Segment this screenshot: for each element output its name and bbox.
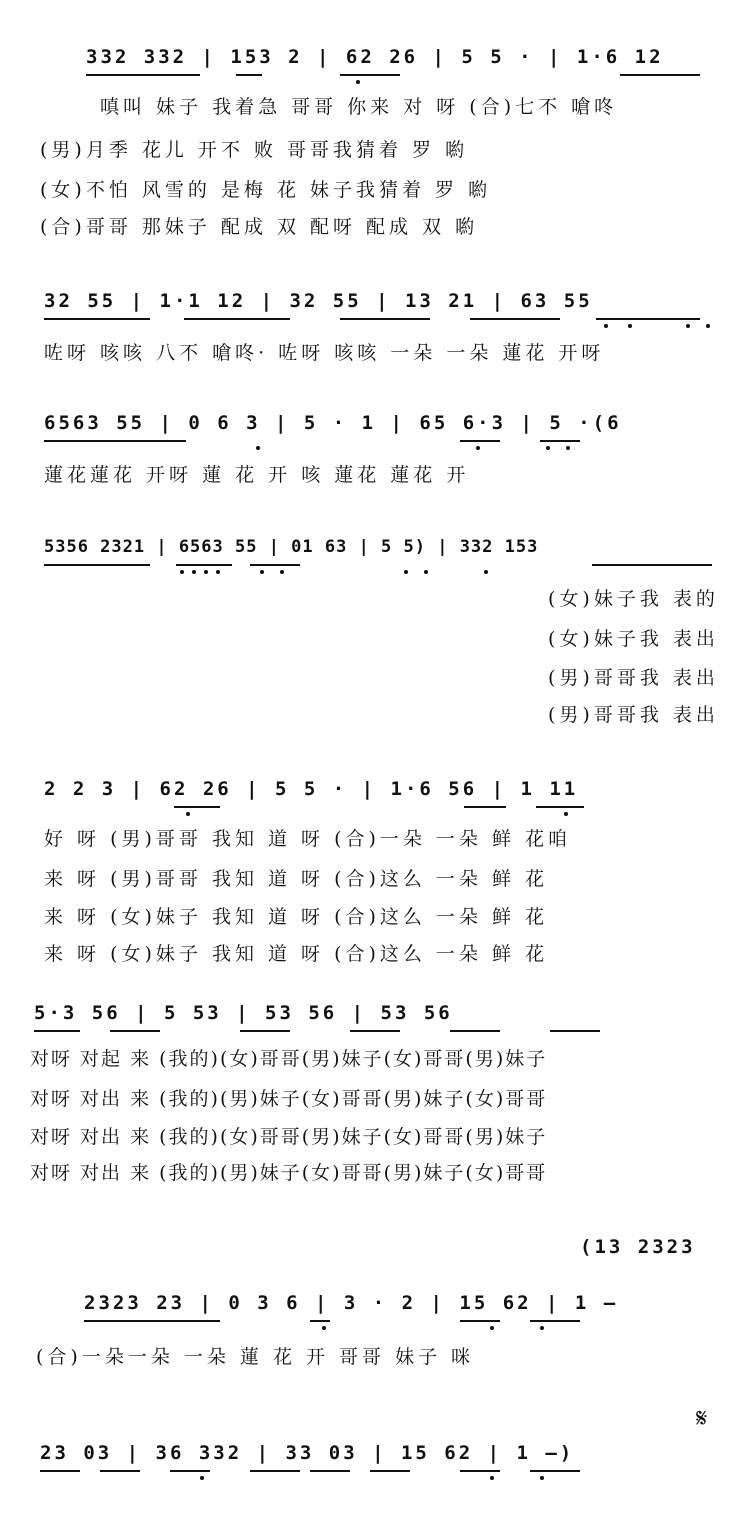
duration-underline: [250, 1470, 300, 1472]
duration-underline: [550, 1030, 600, 1032]
octave-dot: [186, 812, 190, 816]
lyric-row-6-verse-2: 对呀 对出 来 (我的)(男)妹子(女)哥哥(男)妹子(女)哥哥: [30, 1088, 548, 1110]
octave-dot: [204, 570, 208, 574]
octave-dot: [686, 324, 690, 328]
octave-dot: [540, 1476, 544, 1480]
octave-dot: [200, 1476, 204, 1480]
duration-underline: [184, 318, 290, 320]
lyric-row-4-verse-3: (男)哥哥我 表出: [548, 667, 719, 689]
duration-underline: [110, 1030, 160, 1032]
lyric-row-4-verse-2: (女)妹子我 表出: [548, 628, 719, 650]
lyric-row-6-verse-3: 对呀 对出 来 (我的)(女)哥哥(男)妹子(女)哥哥(男)妹子: [30, 1126, 548, 1148]
octave-dot: [280, 570, 284, 574]
octave-dot: [628, 324, 632, 328]
octave-dot: [564, 812, 568, 816]
octave-dot: [356, 80, 360, 84]
octave-dot: [424, 570, 428, 574]
notation-line-7: [0, 1288, 750, 1332]
lyric-row-1-verse-3: (女)不怕 风雪的 是梅 花 妹子我猜着 罗 喲: [40, 179, 492, 201]
notation-pre-line-7: [0, 1232, 750, 1266]
segno-sign: 𝄋: [696, 1404, 708, 1434]
lyric-row-6-verse-4: 对呀 对出 来 (我的)(男)妹子(女)哥哥(男)妹子(女)哥哥: [30, 1162, 548, 1184]
duration-underline: [340, 318, 430, 320]
octave-dot: [216, 570, 220, 574]
duration-underline: [620, 74, 700, 76]
octave-dot: [180, 570, 184, 574]
duration-underline: [34, 1030, 80, 1032]
lyric-row-5-verse-4: 来 呀 (女)妹子 我知 道 呀 (合)这么 一朵 鲜 花: [44, 943, 549, 965]
duration-underline: [340, 74, 400, 76]
notes-row-6: 5·3 56 | 5 53 | 53 56 | 53 56: [34, 1002, 453, 1024]
duration-underline: [530, 1320, 580, 1322]
octave-dot: [476, 446, 480, 450]
duration-underline: [84, 1320, 220, 1322]
duration-underline: [540, 440, 580, 442]
lyric-row-7: (合)一朵一朵 一朵 蓮 花 开 哥哥 妹子 咪: [36, 1346, 475, 1368]
lyric-row-5-verse-1: 好 呀 (男)哥哥 我知 道 呀 (合)一朵 一朵 鲜 花咱: [44, 828, 572, 850]
duration-underline: [170, 1470, 210, 1472]
duration-underline: [370, 1470, 410, 1472]
duration-underline: [310, 1470, 350, 1472]
duration-underline: [460, 1470, 500, 1472]
lyric-row-1-verse-4: (合)哥哥 那妹子 配成 双 配呀 配成 双 喲: [40, 216, 479, 238]
duration-underline: [592, 564, 712, 566]
octave-dot: [192, 570, 196, 574]
octave-dot: [260, 570, 264, 574]
octave-dot: [256, 446, 260, 450]
lyric-row-5-verse-3: 来 呀 (女)妹子 我知 道 呀 (合)这么 一朵 鲜 花: [44, 906, 549, 928]
octave-dot: [484, 570, 488, 574]
notation-line-4: [0, 532, 750, 576]
duration-underline: [174, 806, 220, 808]
duration-underline: [236, 74, 262, 76]
duration-underline: [460, 1320, 500, 1322]
notation-line-6: [0, 998, 750, 1042]
duration-underline: [44, 564, 150, 566]
lyric-row-6-verse-1: 对呀 对起 来 (我的)(女)哥哥(男)妹子(女)哥哥(男)妹子: [30, 1048, 548, 1070]
notes-row-8: 23 03 | 36 332 | 33 03 | 15 62 | 1 —): [40, 1442, 575, 1464]
notation-line-8: [0, 1404, 750, 1482]
notes-row-5: 2 2 3 | 62 26 | 5 5 · | 1·6 56 | 1 11: [44, 778, 579, 800]
duration-underline: [310, 1320, 330, 1322]
lyric-row-1-verse-1: 嗔叫 妹子 我着急 哥哥 你来 对 呀 (合)七不 嗆咚: [100, 96, 618, 118]
lyric-row-4-verse-1: (女)妹子我 表的: [548, 588, 719, 610]
duration-underline: [530, 1470, 580, 1472]
octave-dot: [546, 446, 550, 450]
notes-row-1: 332 332 | 153 2 | 62 26 | 5 5 · | 1·6 12: [86, 46, 664, 68]
lyric-row-3: 蓮花蓮花 开呀 蓮 花 开 咳 蓮花 蓮花 开: [44, 464, 470, 486]
duration-underline: [86, 74, 200, 76]
duration-underline: [250, 564, 300, 566]
notation-line-5: [0, 774, 750, 818]
duration-underline: [100, 1470, 140, 1472]
notes-row-7-pre: (13 2323: [580, 1236, 696, 1258]
duration-underline: [44, 440, 186, 442]
notation-line-2: [0, 286, 750, 330]
notes-row-4: 5356 2321 | 6563 55 | 01 63 | 5 5) | 332 153: [44, 537, 539, 557]
duration-underline: [176, 564, 232, 566]
duration-underline: [464, 806, 506, 808]
notes-row-2: 32 55 | 1·1 12 | 32 55 | 13 21 | 63 55: [44, 290, 593, 312]
octave-dot: [490, 1476, 494, 1480]
octave-dot: [706, 324, 710, 328]
duration-underline: [240, 1030, 290, 1032]
duration-underline: [44, 318, 150, 320]
duration-underline: [470, 318, 560, 320]
lyric-row-2: 咗呀 咳咳 八不 嗆咚· 咗呀 咳咳 一朵 一朵 蓮花 开呀: [44, 342, 605, 364]
octave-dot: [322, 1326, 326, 1330]
duration-underline: [536, 806, 584, 808]
duration-underline: [460, 440, 500, 442]
duration-underline: [40, 1470, 80, 1472]
notation-line-1: [0, 42, 750, 86]
octave-dot: [566, 446, 570, 450]
notes-row-7: 2323 23 | 0 3 6 | 3 · 2 | 15 62 | 1 —: [84, 1292, 619, 1314]
duration-underline: [450, 1030, 500, 1032]
lyric-row-1-verse-2: (男)月季 花儿 开不 败 哥哥我猜着 罗 喲: [40, 139, 469, 161]
octave-dot: [604, 324, 608, 328]
duration-underline: [596, 318, 700, 320]
lyric-row-4-verse-4: (男)哥哥我 表出: [548, 704, 719, 726]
notes-row-3: 6563 55 | 0 6 3 | 5 · 1 | 65 6·3 | 5 ·(6: [44, 412, 622, 434]
notation-line-3: [0, 408, 750, 452]
octave-dot: [490, 1326, 494, 1330]
lyric-row-5-verse-2: 来 呀 (男)哥哥 我知 道 呀 (合)这么 一朵 鲜 花: [44, 868, 549, 890]
duration-underline: [350, 1030, 400, 1032]
octave-dot: [404, 570, 408, 574]
octave-dot: [540, 1326, 544, 1330]
